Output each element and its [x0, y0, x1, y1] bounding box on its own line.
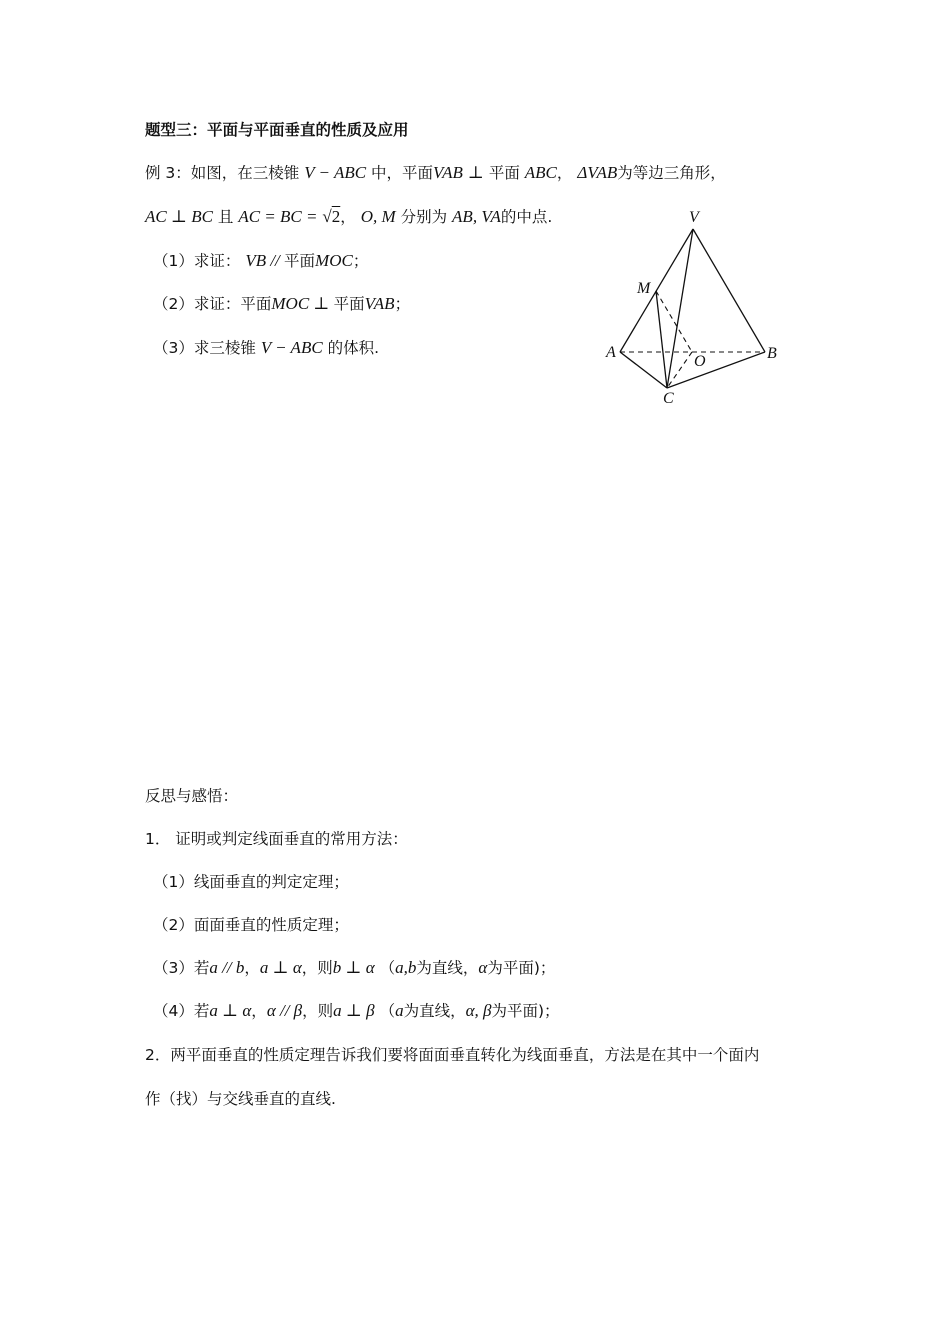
- question-3: [153, 338, 379, 358]
- method-4: [153, 1001, 560, 1021]
- perp-symbol: ⊥: [467, 163, 484, 182]
- condition-equal: AC = BC =: [238, 207, 318, 226]
- plane-abc: ABC: [524, 163, 557, 182]
- sqrt-value: 2: [331, 207, 341, 226]
- question-2-perp: ⊥: [309, 294, 334, 313]
- sqrt-symbol: √: [322, 207, 332, 226]
- reflection-point-2-line-2: 作（找）与交线垂直的直线.: [145, 1090, 336, 1108]
- edge-vb: [693, 229, 765, 352]
- method-4-text: 为直线，: [403, 1002, 466, 1020]
- method-4-text: （4）若: [153, 1002, 210, 1020]
- example-text: 的中点.: [500, 208, 553, 226]
- question-1-expr: VB //: [245, 251, 285, 270]
- label-v: V: [689, 209, 699, 226]
- example-text: 分别为: [400, 208, 448, 226]
- label-a: A: [606, 344, 616, 361]
- question-3-end: 的体积.: [327, 339, 380, 357]
- question-3-object: V − ABC: [260, 338, 323, 357]
- section-title: 题型三：平面与平面垂直的性质及应用: [145, 121, 409, 139]
- edge-vc: [667, 229, 693, 388]
- example-line-1: [145, 163, 726, 183]
- method-4-text: 为平面)；: [491, 1002, 560, 1020]
- example-text: 且: [217, 208, 234, 226]
- points-om: O, M: [360, 207, 396, 226]
- method-3-text: （: [379, 959, 396, 977]
- question-1-plane: 平面: [284, 252, 316, 270]
- example-text: 中，平面: [371, 164, 434, 182]
- reflection-point-2-line-1: 2．两平面垂直的性质定理告诉我们要将面面垂直转化为线面垂直，方法是在其中一个面内: [145, 1046, 760, 1064]
- question-1-end: ；: [352, 252, 369, 270]
- example-label: 例 3：如图，在三棱锥: [145, 164, 300, 182]
- question-2: [153, 294, 410, 314]
- method-1: （1）线面垂直的判定定理；: [153, 873, 349, 891]
- method-4-text: ，则: [302, 1002, 334, 1020]
- label-b: B: [767, 345, 777, 362]
- method-2: （2）面面垂直的性质定理；: [153, 916, 349, 934]
- method-4-expr: a: [395, 1001, 404, 1020]
- plane-vab: VAB: [433, 163, 463, 182]
- label-c: C: [663, 390, 674, 407]
- method-4-expr: a ⊥ α: [209, 1001, 252, 1020]
- method-3-text: ，则: [301, 959, 333, 977]
- method-3-text: （3）若: [153, 959, 210, 977]
- example-text: 为等边三角形，: [617, 164, 726, 182]
- method-4-expr: a ⊥ β: [333, 1001, 375, 1020]
- edge-oc-hidden: [667, 352, 692, 388]
- method-3: [153, 958, 555, 978]
- method-3-text: 为直线，: [416, 959, 479, 977]
- label-o: O: [694, 353, 706, 370]
- question-2-object-1: MOC: [271, 294, 310, 313]
- segments-ab-va: AB, VA: [452, 207, 501, 226]
- reflection-title: 反思与感悟：: [145, 787, 239, 805]
- reflection-point-1: 1． 证明或判定线面垂直的常用方法：: [145, 830, 408, 848]
- edge-va: [620, 229, 693, 352]
- condition-perp: AC ⊥ BC: [145, 207, 213, 226]
- question-2-end: ；: [394, 295, 411, 313]
- method-3-expr: b ⊥ α: [332, 958, 375, 977]
- example-text: ，: [340, 208, 356, 226]
- question-1-prefix: （1）求证：: [153, 252, 241, 270]
- edge-cb: [667, 352, 765, 388]
- edge-ac: [620, 352, 667, 388]
- method-3-expr: a,b: [395, 958, 417, 977]
- example-line-2: [145, 207, 552, 227]
- method-4-expr: α // β: [266, 1001, 303, 1020]
- edge-mc: [656, 291, 667, 388]
- example-text: ，: [556, 164, 573, 182]
- question-1-object: MOC: [315, 251, 353, 270]
- question-2-object-2: VAB: [364, 294, 395, 313]
- question-2-plane: 平面: [333, 295, 365, 313]
- triangle-vab: ΔVAB: [577, 163, 618, 182]
- method-3-expr: a ⊥ α: [259, 958, 302, 977]
- method-4-expr: α, β: [465, 1001, 492, 1020]
- method-3-expr: a // b: [209, 958, 245, 977]
- pyramid-figure: [600, 205, 790, 410]
- question-3-prefix: （3）求三棱锥: [153, 339, 256, 357]
- method-3-expr: α: [478, 958, 488, 977]
- question-1: [153, 251, 368, 271]
- question-2-prefix: （2）求证：平面: [153, 295, 272, 313]
- example-text: 平面: [488, 164, 520, 182]
- pyramid-expr: V − ABC: [304, 163, 367, 182]
- method-4-text: （: [379, 1002, 396, 1020]
- label-m: M: [637, 280, 651, 297]
- method-3-text: ，: [244, 959, 260, 977]
- method-3-text: 为平面)；: [487, 959, 556, 977]
- method-4-text: ，: [251, 1002, 267, 1020]
